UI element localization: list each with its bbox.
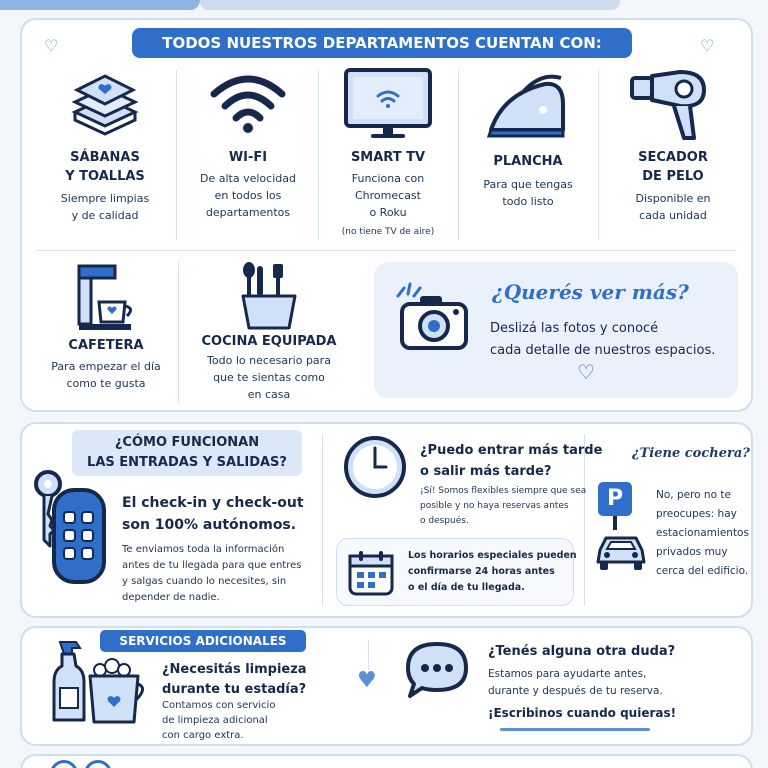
key-fob-icon xyxy=(28,468,110,588)
camera-icon xyxy=(394,282,474,356)
amenities-banner: TODOS NUESTROS DEPARTAMENTOS CUENTAN CON: xyxy=(132,28,632,58)
amenity-title: SECADOR DE PELO xyxy=(638,150,708,184)
amenity-title: SMART TV xyxy=(350,150,426,165)
clock-icon xyxy=(342,434,408,500)
towels-icon xyxy=(65,62,145,142)
cta-underline xyxy=(500,728,650,731)
amenity-desc: Siempre limpias y de calidad xyxy=(60,192,150,222)
services-banner: SERVICIOS ADICIONALES xyxy=(100,630,306,652)
amenity-desc: Todo lo necesario para que te sientas como en casa xyxy=(207,354,331,401)
amenity-title: COCINA EQUIPADA xyxy=(201,334,337,349)
kitchen-utensils-icon xyxy=(237,262,301,332)
amenity-sheets-towels xyxy=(36,62,174,232)
heart-icon: ♡ xyxy=(700,36,715,55)
checkin-title: ¿CÓMO FUNCIONAN LAS ENTRADAS Y SALIDAS? xyxy=(72,430,302,476)
heart-icon: ♡ xyxy=(577,360,595,384)
parking-sign: P xyxy=(598,482,632,516)
top-subtitle-fragment xyxy=(200,0,620,10)
checkin-headline: El check-in y check-out son 100% autónomos. xyxy=(122,495,304,533)
wifi-icon xyxy=(208,66,288,136)
next-card-fragment xyxy=(20,754,753,768)
amenity-desc: Funciona con Chromecast o Roku xyxy=(351,172,425,219)
amenity-wifi xyxy=(178,62,318,232)
amenity-coffee-maker xyxy=(36,262,176,402)
contact-text: Estamos para ayudarte antes, durante y después de tu reserva. xyxy=(488,668,663,697)
late-text: ¡Sí! Somos flexibles siempre que sea posible y no haya reservas antes o después. xyxy=(420,486,587,526)
contact-title: ¿Tenés alguna otra duda? xyxy=(488,644,676,659)
calendar-icon xyxy=(346,548,396,598)
photos-promo-text: Deslizá las fotos y conocé cada detalle de nuestros espacios. xyxy=(490,321,716,358)
heart-icon: ♥ xyxy=(357,668,377,693)
amenity-iron xyxy=(458,62,598,232)
photos-promo-title: ¿Querés ver más? xyxy=(492,280,689,304)
contact-cta: ¡Escribinos cuando quieras! xyxy=(488,706,677,720)
services-title: ¿Necesitás limpieza durante tu estadía? xyxy=(162,662,307,697)
amenity-hairdryer xyxy=(598,62,748,232)
heart-icon: ♡ xyxy=(44,36,59,55)
amenity-title: PLANCHA xyxy=(493,154,563,169)
amenity-title: WI-FI xyxy=(228,150,268,165)
hairdryer-icon xyxy=(628,64,712,144)
top-header-fragment xyxy=(0,0,200,10)
late-title: ¿Puedo entrar más tarde o salir más tarde? xyxy=(420,443,603,479)
parking-sign-post xyxy=(613,516,617,530)
amenity-note: (no tiene TV de aire) xyxy=(341,227,435,237)
amenity-desc: Para empezar el día como te gusta xyxy=(51,360,161,390)
coffee-maker-icon xyxy=(71,262,141,332)
chat-bubble-icon xyxy=(402,640,472,700)
amenity-desc: Para que tengas todo listo xyxy=(483,178,573,208)
late-calendar-text: Los horarios especiales pueden confirmarse 24 horas antes o el día de tu llegada. xyxy=(408,550,577,593)
amenity-title: SÁBANAS Y TOALLAS xyxy=(65,150,145,184)
tv-icon xyxy=(343,66,433,142)
amenity-desc: Disponible en cada unidad xyxy=(635,192,711,222)
checkin-text: Te enviamos toda la información antes de tu llegada para que entres y salgas cuando lo necesites, sin depender de nadie. xyxy=(122,544,302,603)
parking-text: No, pero no te preocupes: hay estacionamientos privados muy cerca del edificio. xyxy=(656,489,749,577)
amenity-smart-tv xyxy=(318,62,458,242)
iron-icon xyxy=(483,64,573,144)
amenity-title: CAFETERA xyxy=(68,338,144,353)
cleaning-supplies-icon xyxy=(50,640,150,726)
parking-title: ¿Tiene cochera? xyxy=(632,446,750,461)
amenity-kitchen xyxy=(184,262,354,406)
amenity-desc: De alta velocidad en todos los departamentos xyxy=(200,172,296,219)
services-text: Contamos con servicio de limpieza adicional con cargo extra. xyxy=(162,700,276,741)
car-icon xyxy=(594,532,648,572)
